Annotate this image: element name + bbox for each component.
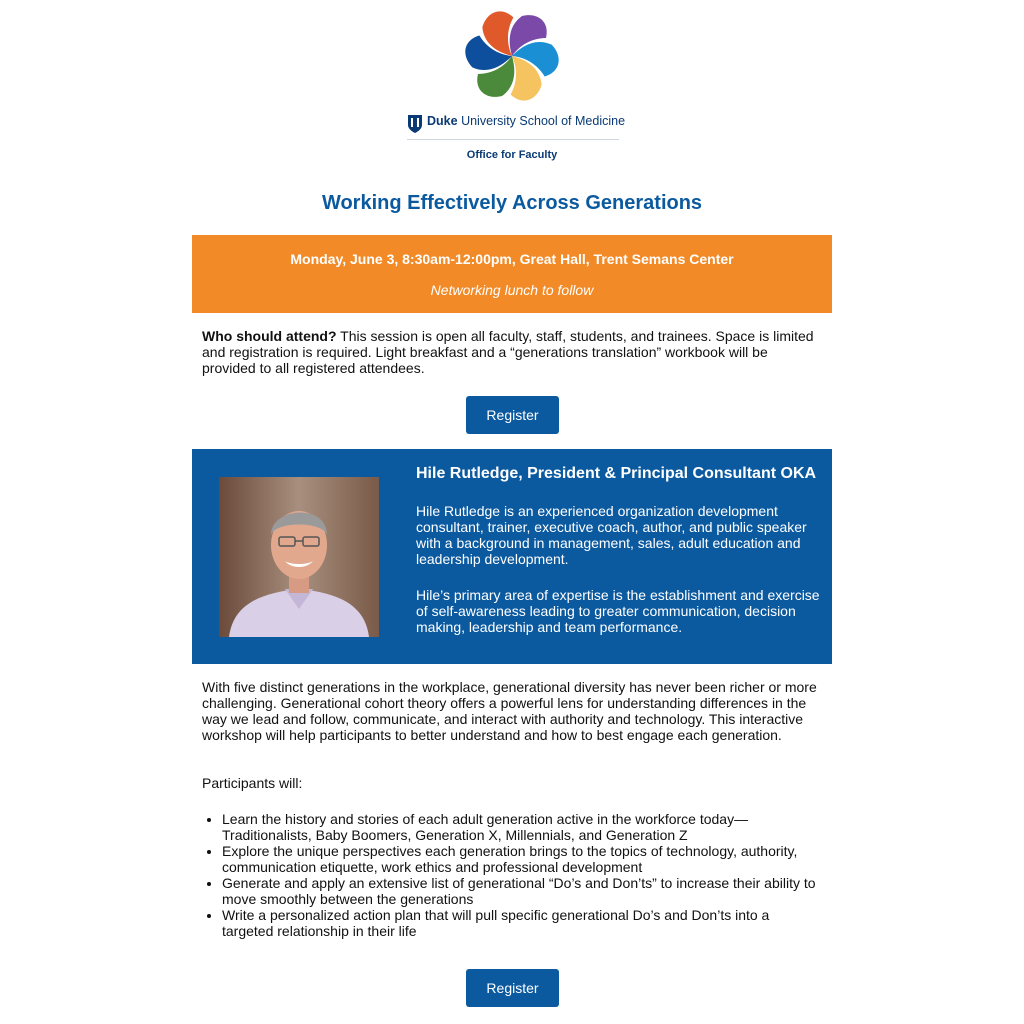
list-item: • Generate and apply an extensive list of generational “Do’s and Don’ts” to increase their ability to move smoothly between the generations [222,875,822,907]
who-label: Who should attend? [202,328,337,344]
event-banner [192,235,832,313]
event-details: Monday, June 3, 8:30am-12:00pm, Great Hall, Trent Semans Center [290,251,734,267]
register-button-top[interactable]: Register [466,396,559,434]
duke-brand-text: Duke University School of Medicine [427,114,626,128]
list-item: • Learn the history and stories of each adult generation active in the workforce today—Traditionalists, Baby Boomers, Generation X, Millennials, and Generation Z [222,811,822,843]
duke-shield-icon [407,114,423,134]
speaker-section [192,449,832,664]
pinwheel-logo [192,8,832,104]
outcomes-list [222,811,822,939]
who-text: This session is open all faculty, staff, students, and trainees. Space is limited and registration is required. Light breakfast and a “generations translation” workbook will be provided to all registered attendees. [202,328,814,376]
speaker-bio-2: Hile’s primary area of expertise is the establishment and exercise of self-awareness leading to greater communication, decision making, leadership and team performance. [416,587,820,635]
logo-divider [407,139,619,140]
page-title: Working Effectively Across Generations [321,192,703,214]
list-item: • Explore the unique perspectives each generation brings to the topics of technology, authority, communication etiquette, work ethics and professional development [222,843,822,875]
list-item: • Write a personalized action plan that will pull specific generational Do’s and Don’ts into a targeted relationship in their life [222,907,822,939]
who-should-attend [202,328,822,376]
event-note: Networking lunch to follow [430,282,594,298]
speaker-bio-1: Hile Rutledge is an experienced organization development consultant, trainer, executive coach, author, and public speaker with a background in management, sales, adult education and leadership development. [416,503,807,567]
workshop-description: With five distinct generations in the workplace, generational diversity has never been richer or more challenging. Generational cohort theory offers a powerful lens for understanding differences in the way we lead and follow, communicate, and interact with authority and technology. This interactive workshop will help participants to better understand and how to best engage each generation. [202,679,817,743]
email-body [192,0,832,1024]
participants-intro: Participants will: [202,775,303,791]
office-name: Office for Faculty [466,149,558,161]
register-button-bottom[interactable]: Register [466,969,559,1007]
speaker-photo [219,477,379,637]
speaker-name: Hile Rutledge, President & Principal Consultant OKA [416,465,817,482]
duke-brand [407,112,626,138]
